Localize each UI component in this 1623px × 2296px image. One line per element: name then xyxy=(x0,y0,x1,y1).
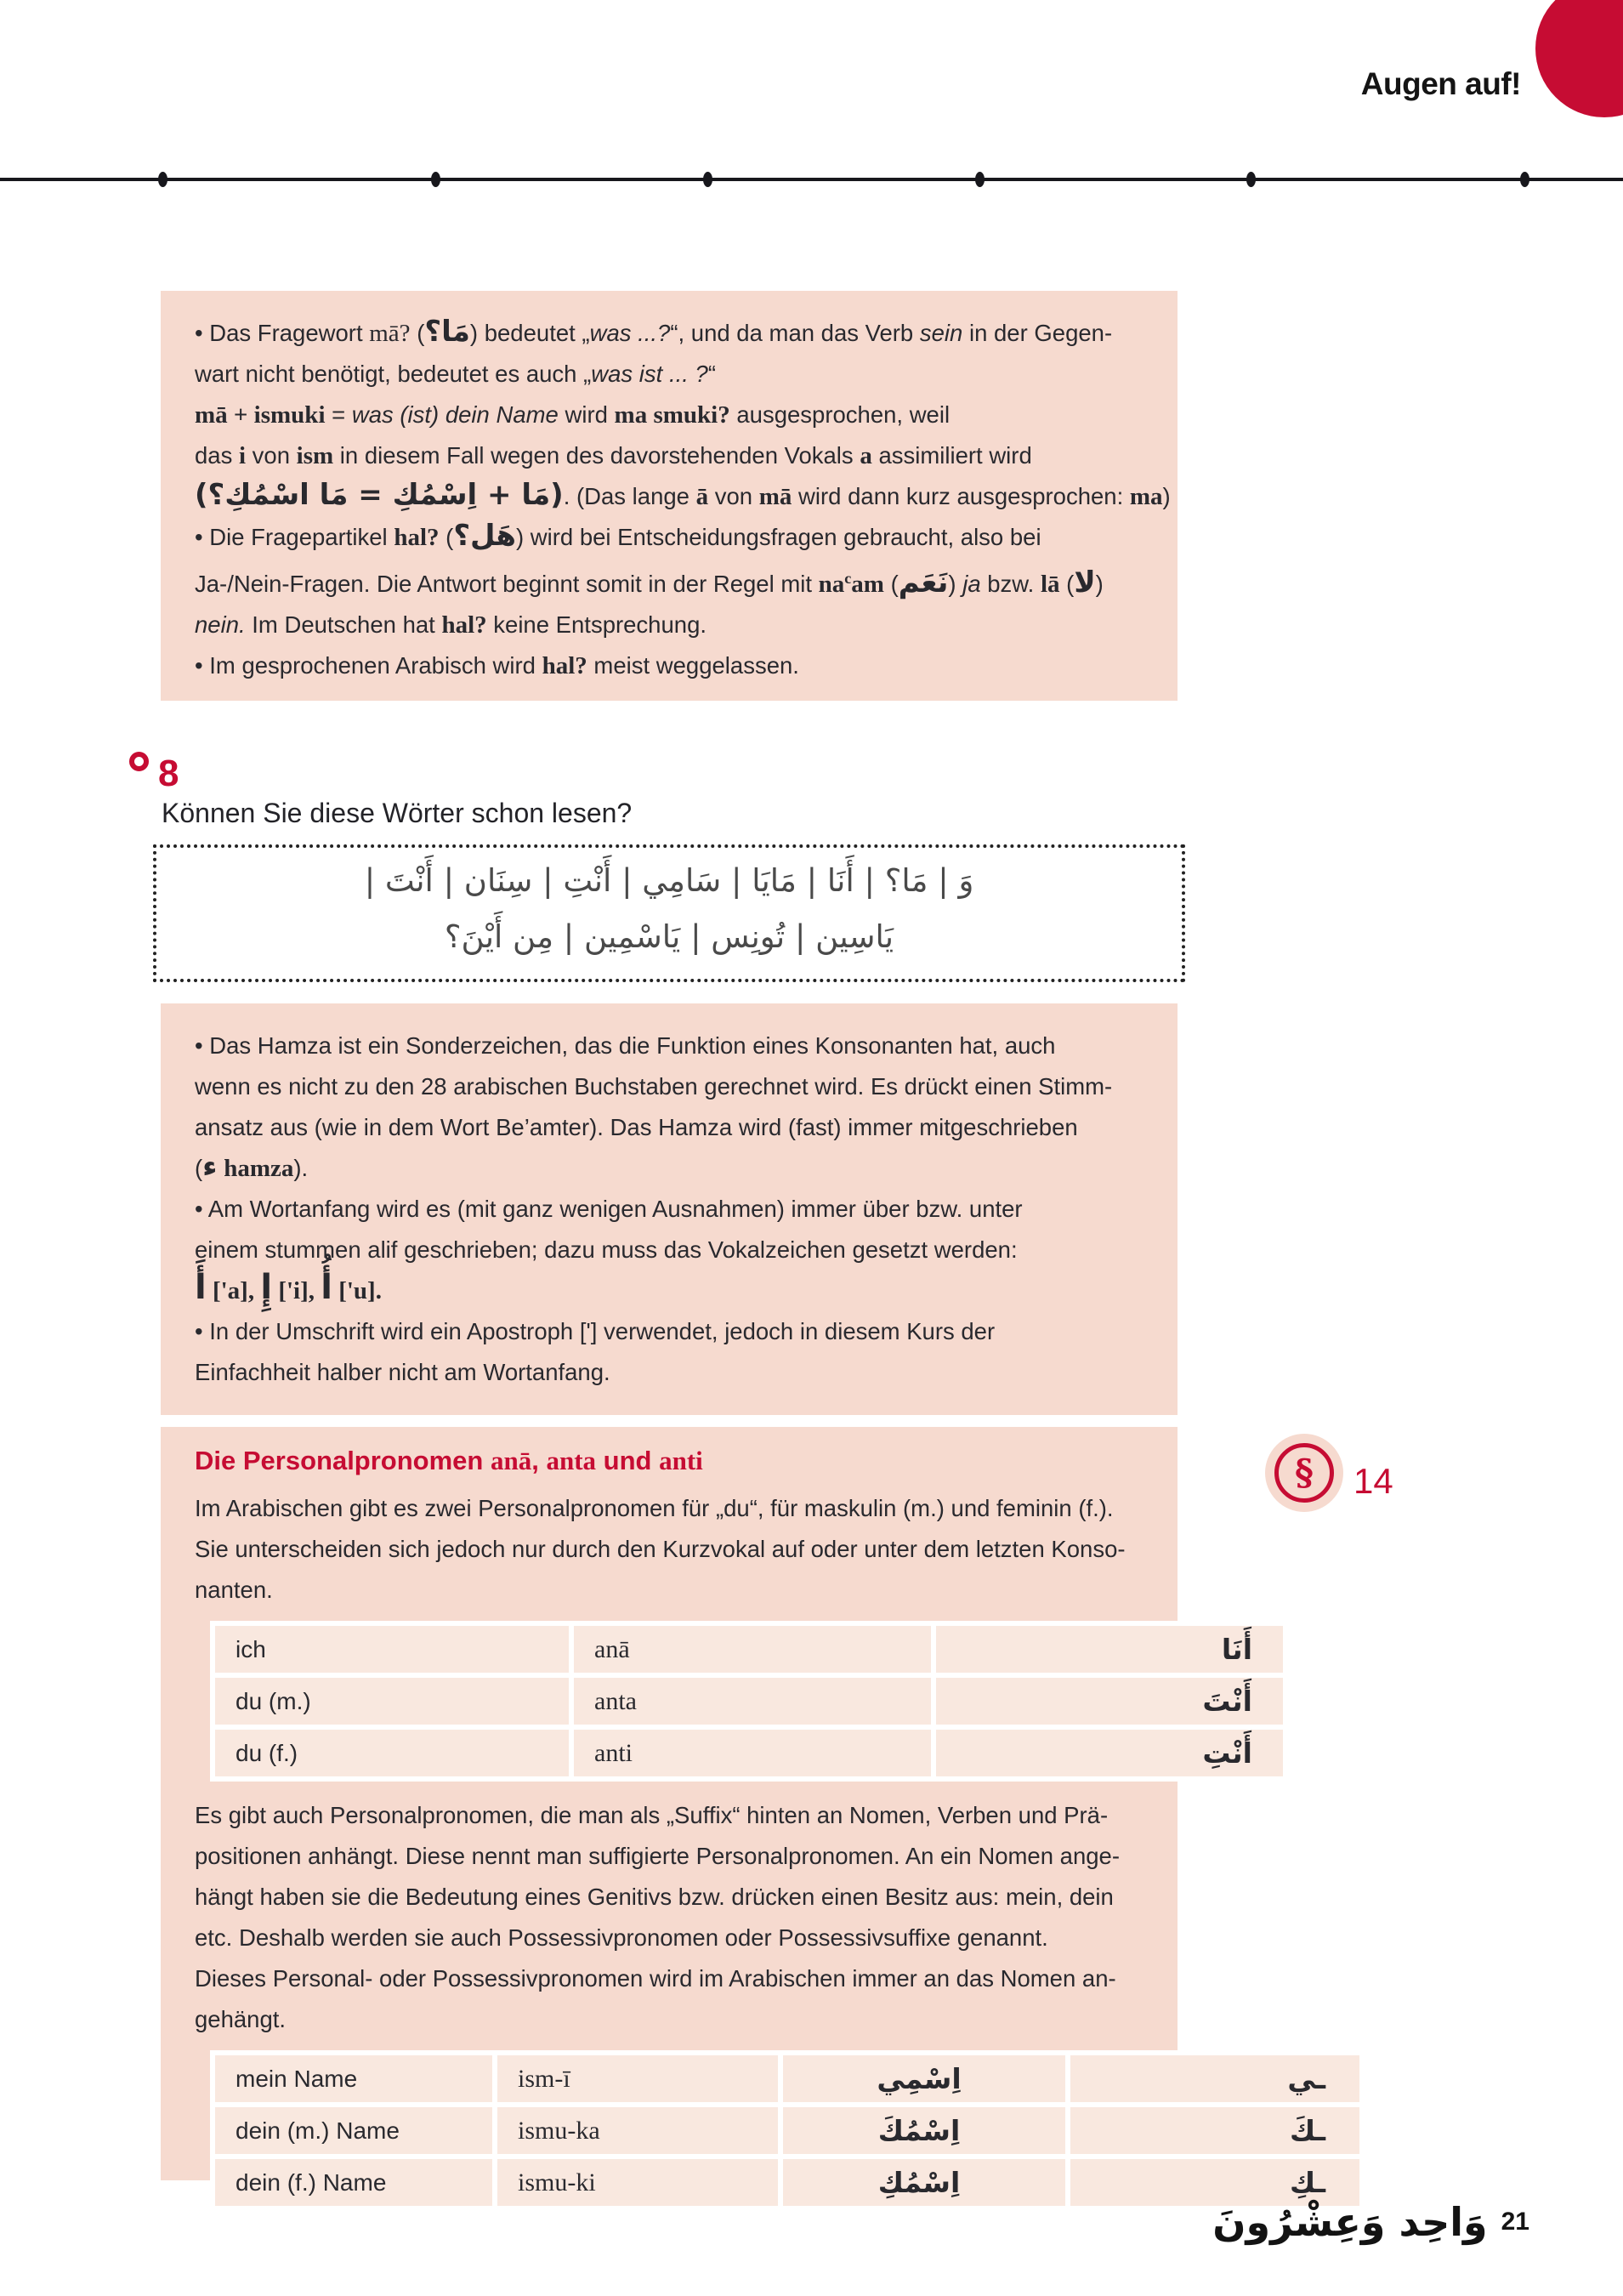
text-run: “, und da man das Verb xyxy=(670,320,920,346)
text-run: keine Entsprechung. xyxy=(486,611,707,639)
table-cell: اِسْمُكَ xyxy=(783,2107,1065,2154)
text-line: hängt haben sie die Bedeutung eines Genitivs bzw. drücken einen Besitz aus: mein, dein xyxy=(195,1884,1114,1910)
text-line xyxy=(195,558,1143,605)
pronouns-intro-text xyxy=(195,1488,1143,1611)
text-run: am xyxy=(851,571,884,599)
text-run: und xyxy=(596,1446,660,1475)
exercise-number: 8 xyxy=(158,753,179,794)
text-run: ) xyxy=(1162,483,1171,509)
table-cell: mein Name xyxy=(215,2055,492,2102)
text-run: assimiliert wird xyxy=(871,442,1032,469)
table-cell: anti xyxy=(574,1730,931,1776)
rule-dot xyxy=(1246,172,1256,187)
text-run: mā xyxy=(758,483,792,510)
text-run: ( xyxy=(883,571,899,598)
text-run: mā? xyxy=(369,320,411,347)
text-run: = xyxy=(325,401,352,428)
text-run: • Im gesprochenen Arabisch wird xyxy=(195,652,542,679)
text-run: mā + ismuki xyxy=(195,401,326,429)
text-run: meist weggelassen. xyxy=(587,652,799,679)
text-line xyxy=(195,1026,1143,1066)
table-row xyxy=(215,2055,1359,2102)
text-line xyxy=(195,1066,1143,1107)
text-run: von xyxy=(246,442,297,469)
text-run: مَا؟ xyxy=(424,315,470,349)
text-run: • Das Fragewort xyxy=(195,320,370,346)
text-line: nanten. xyxy=(195,1577,273,1603)
text-run: , xyxy=(531,1446,547,1475)
table-cell: أَنْتِ xyxy=(936,1730,1283,1776)
text-run: ( xyxy=(195,1155,203,1181)
text-line xyxy=(195,1270,1143,1311)
text-run: ['i], xyxy=(272,1277,321,1304)
text-run: nein. xyxy=(195,611,246,639)
text-run: أُ xyxy=(321,1268,332,1307)
text-run: wenn es nicht zu den 28 arabischen Buchstaben gerechnet wird. Es drückt einen Stimm- xyxy=(195,1073,1113,1100)
text-run: ['a], xyxy=(206,1277,261,1304)
text-line xyxy=(195,645,1143,686)
text-run: hamza xyxy=(224,1155,294,1182)
text-run: ma xyxy=(1129,483,1163,510)
table-cell: anā xyxy=(574,1626,931,1673)
text-run: lā xyxy=(1040,571,1060,599)
text-run: einem stummen alif geschrieben; dazu muss das Vokalzeichen gesetzt werden: xyxy=(195,1236,1018,1263)
text-line xyxy=(195,1311,1143,1352)
text-run: ( xyxy=(439,524,454,550)
section-symbol-icon: § xyxy=(1295,1452,1314,1493)
text-run: wart nicht benötigt, bedeutet es auch „ xyxy=(195,361,592,387)
text-run: إِ xyxy=(260,1268,273,1307)
rule-dot xyxy=(431,172,440,187)
text-line: gehängt. xyxy=(195,2006,287,2032)
text-line: etc. Deshalb werden sie auch Possessivpronomen oder Possessivsuffixe genannt. xyxy=(195,1924,1048,1951)
table-cell: dein (f.) Name xyxy=(215,2159,492,2206)
table-cell: du (f.) xyxy=(215,1730,569,1776)
text-run: ism xyxy=(296,442,334,469)
table-row xyxy=(215,1678,1283,1725)
text-run: Einfachheit halber nicht am Wortanfang. xyxy=(195,1359,610,1385)
info-box-hamza xyxy=(161,1003,1178,1415)
text-line xyxy=(195,517,1143,558)
text-run: لا xyxy=(1074,565,1096,600)
text-run: was ist ... ? xyxy=(591,361,708,387)
rule-dot xyxy=(1520,172,1529,187)
text-run: ء xyxy=(202,1150,218,1184)
text-run: na xyxy=(818,571,845,599)
text-line xyxy=(195,435,1143,476)
text-run: in der Gegen- xyxy=(962,320,1113,346)
grammar-box-title xyxy=(195,1444,1143,1478)
section-number: 14 xyxy=(1353,1461,1393,1501)
text-run: in diesem Fall wegen des davorstehenden Vokals xyxy=(333,442,860,469)
text-run: ) xyxy=(948,571,963,598)
table-cell: dein (m.) Name xyxy=(215,2107,492,2154)
table-cell: اِسْمِي xyxy=(783,2055,1065,2102)
table-cell: اِسْمُكِ xyxy=(783,2159,1065,2206)
paragraph-ring-icon xyxy=(1274,1443,1334,1503)
table-cell: ismu-ka xyxy=(497,2107,778,2154)
text-run: ( xyxy=(410,320,425,346)
page-footer xyxy=(1212,2199,1529,2245)
text-run: • Das Hamza ist ein Sonderzeichen, das die Funktion eines Konsonanten hat, auch xyxy=(195,1032,1056,1059)
text-line xyxy=(195,395,1143,435)
text-run: • Die Fragepartikel xyxy=(195,524,394,550)
text-run: هَل؟ xyxy=(453,519,516,553)
table-cell: ـكَ xyxy=(1070,2107,1359,2154)
table-cell: أَنَا xyxy=(936,1626,1283,1673)
text-run: Die Personalpronomen xyxy=(195,1446,491,1475)
text-run: ) xyxy=(1095,571,1104,598)
table-cell: du (m.) xyxy=(215,1678,569,1725)
text-run: “ xyxy=(707,361,716,387)
text-run: • In der Umschrift wird ein Apostroph ['] verwendet, jedoch in diesem Kurs der xyxy=(195,1318,996,1344)
text-run: ma smuki? xyxy=(614,401,730,429)
text-line xyxy=(195,605,1143,645)
text-run: نَعَم xyxy=(898,565,949,600)
text-run: Ja-/Nein-Fragen. Die Antwort beginnt somit in der Regel mit xyxy=(195,571,819,598)
text-line xyxy=(195,313,1143,354)
text-run: von xyxy=(708,483,759,509)
table-cell: anta xyxy=(574,1678,931,1725)
text-line xyxy=(195,476,1171,517)
pronoun-table xyxy=(210,1621,1288,1782)
text-run: hal? xyxy=(441,611,487,639)
text-run: ansatz aus (wie in dem Wort Be’amter). Das Hamza wird (fast) immer mitgeschrieben xyxy=(195,1114,1078,1140)
table-cell: أَنْتَ xyxy=(936,1678,1283,1725)
arabic-practice-box xyxy=(153,844,1185,982)
exercise-question: Können Sie diese Wörter schon lesen? xyxy=(162,798,633,828)
text-line xyxy=(195,1148,1143,1189)
text-line: Sie unterscheiden sich jedoch nur durch den Kurzvokal auf oder unter dem letzten Konso- xyxy=(195,1536,1126,1562)
text-run: i xyxy=(238,442,247,469)
table-cell: ـي xyxy=(1070,2055,1359,2102)
text-run: wird dann kurz ausgesprochen: xyxy=(792,483,1130,509)
text-line: positionen anhängt. Diese nennt man suffigierte Personalpronomen. An ein Nomen ange- xyxy=(195,1843,1120,1869)
text-run: ['u]. xyxy=(332,1277,382,1304)
grammar-box-pronouns xyxy=(161,1427,1325,2199)
text-run: ( xyxy=(1059,571,1075,598)
suffix-explanation-text xyxy=(195,1795,1143,2040)
text-line: Dieses Personal- oder Possessivpronomen wird im Arabischen immer an das Nomen an- xyxy=(195,1965,1116,1992)
decorative-red-circle xyxy=(1535,0,1623,117)
text-run: was ...? xyxy=(589,320,671,346)
table-row xyxy=(215,1730,1283,1776)
footer-page-number-arabic: وَاحِد وَعِشْرُونَ xyxy=(1212,2199,1488,2245)
header-title: Augen auf! xyxy=(1360,66,1521,101)
table-cell: ismu-ki xyxy=(497,2159,778,2206)
table-row xyxy=(215,1626,1283,1673)
text-run: (مَا + اِسْمُكِ = مَا اسْمُكِ؟) xyxy=(195,478,564,512)
text-run: • Am Wortanfang wird es (mit ganz wenigen Ausnahmen) immer über bzw. unter xyxy=(195,1196,1023,1222)
text-run: sein xyxy=(919,320,963,346)
text-run: hal? xyxy=(542,652,587,680)
info-box-fragewort xyxy=(161,291,1178,701)
table-row xyxy=(215,2159,1359,2206)
text-run: das xyxy=(195,442,239,469)
text-run: anā xyxy=(490,1446,532,1475)
text-run: bzw. xyxy=(980,571,1041,598)
text-line xyxy=(195,1230,1143,1270)
text-run: ) bedeutet „ xyxy=(469,320,590,346)
text-run: c xyxy=(844,570,852,587)
text-line xyxy=(195,1107,1143,1148)
text-run: ) wird bei Entscheidungsfragen gebraucht, also bei xyxy=(515,524,1041,550)
text-line: Es gibt auch Personalpronomen, die man als „Suffix“ hinten an Nomen, Verben und Prä- xyxy=(195,1802,1109,1828)
text-run: was (ist) dein Name xyxy=(351,401,559,428)
text-run: anti xyxy=(659,1446,703,1475)
table-cell: ism-ī xyxy=(497,2055,778,2102)
arabic-line-2: يَاسِين | تُونِس | يَاسْمِين | مِن أَيْنَ؟ xyxy=(444,918,894,955)
header-rule xyxy=(0,178,1623,181)
footer-page-number: 21 xyxy=(1501,2208,1529,2236)
suffix-table xyxy=(210,2050,1365,2211)
text-run: ja xyxy=(962,571,981,598)
rule-dot xyxy=(703,172,712,187)
text-line: Im Arabischen gibt es zwei Personalpronomen für „du“, für maskulin (m.) und feminin (f.). xyxy=(195,1495,1114,1521)
text-line xyxy=(195,1352,1143,1393)
text-run: ). xyxy=(293,1155,309,1181)
text-run: ā xyxy=(695,483,709,510)
table-cell: ich xyxy=(215,1626,569,1673)
arabic-line-1: وَ | مَا؟ | أَنَا | مَايَا | سَامِي | أَنْتِ | سِنَان | أَنْتَ | xyxy=(364,862,974,899)
exercise-marker-dot xyxy=(129,752,149,771)
text-run: . (Das lange xyxy=(563,483,696,509)
text-line xyxy=(195,1189,1143,1230)
text-run: hal? xyxy=(394,524,440,551)
text-run: anta xyxy=(546,1446,597,1475)
table-row xyxy=(215,2107,1359,2154)
text-run: أَ xyxy=(195,1268,207,1307)
text-run: wird xyxy=(558,401,615,428)
text-run: ausgesprochen, weil xyxy=(729,401,951,428)
table-cell: ـكِ xyxy=(1070,2159,1359,2206)
rule-dot xyxy=(975,172,985,187)
rule-dot xyxy=(158,172,167,187)
text-run: Im Deutschen hat xyxy=(245,611,442,639)
text-run: a xyxy=(860,442,872,469)
paragraph-ref-badge xyxy=(1265,1434,1343,1512)
text-line xyxy=(195,354,1143,395)
